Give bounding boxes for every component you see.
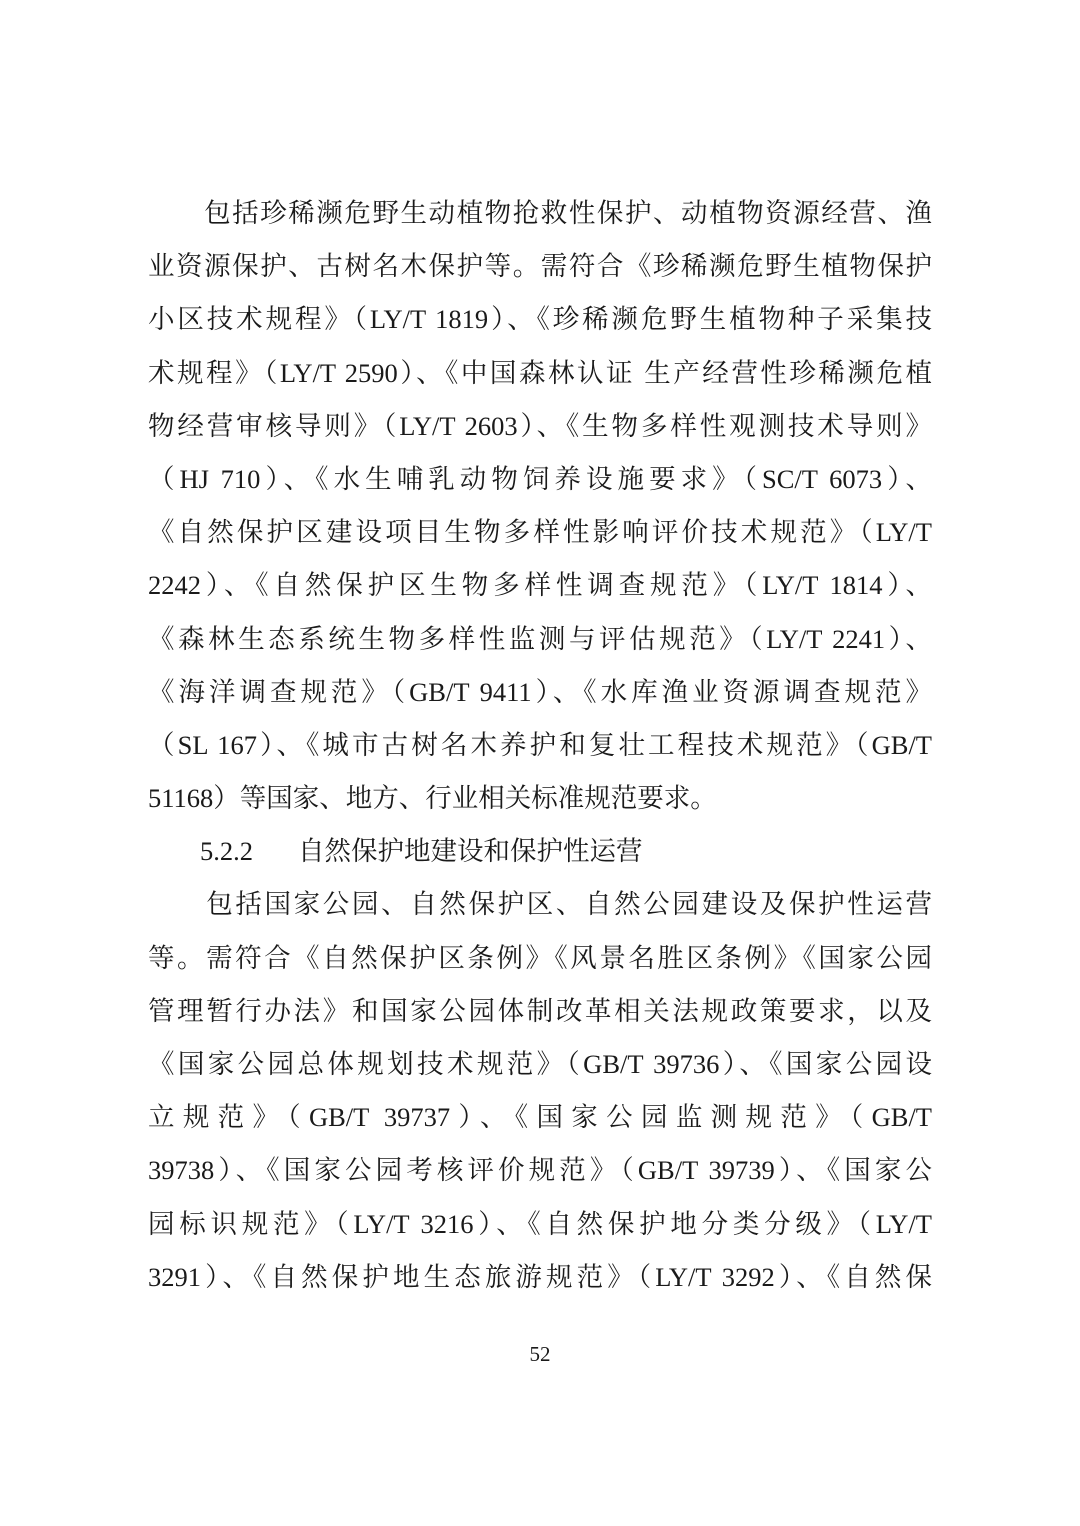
paragraph-2 xyxy=(148,885,932,1311)
text-line: 51168）等国家、地方、行业相关标准规范要求。 xyxy=(148,783,717,814)
text-line: 《国家公园总体规划技术规范》（GB/T 39736）、《国家公园设 xyxy=(148,1049,932,1079)
text-line: 等。需符合《自然保护区条例》《风景名胜区条例》《国家公园 xyxy=(148,942,932,973)
paragraph-1 xyxy=(148,194,932,832)
text-line: 术规程》（LY/T 2590）、《中国森林认证 生产经营性珍稀濒危植 xyxy=(148,357,932,388)
text-line: 管理暂行办法》和国家公园体制改革相关法规政策要求，以及 xyxy=(148,995,932,1026)
text-line: 包括珍稀濒危野生动植物抢救性保护、动植物资源经营、渔 xyxy=(148,198,932,228)
section-title: 自然保护地建设和保护性运营 xyxy=(298,836,643,867)
text-line: （HJ 710）、《水生哺乳动物饲养设施要求》（SC/T 6073）、 xyxy=(148,463,932,494)
text-line: 包括国家公园、自然保护区、自然公园建设及保护性运营 xyxy=(148,889,932,920)
text-line: 园标识规范》（LY/T 3216）、《自然保护地分类分级》（LY/T xyxy=(148,1208,932,1239)
page-number: 52 xyxy=(529,1342,551,1366)
text-line: 小区技术规程》（LY/T 1819）、《珍稀濒危野生植物种子采集技 xyxy=(148,304,932,335)
section-heading xyxy=(148,832,932,885)
text-line: 《自然保护区建设项目生物多样性影响评价技术规范》（LY/T xyxy=(148,517,932,548)
document-body xyxy=(148,194,932,1311)
text-line: 物经营审核导则》（LY/T 2603）、《生物多样性观测技术导则》 xyxy=(148,410,932,441)
text-line: 2242）、《自然保护区生物多样性调查规范》（LY/T 1814）、 xyxy=(148,570,932,601)
text-line: （SL 167）、《城市古树名木养护和复壮工程技术规范》（GB/T xyxy=(148,729,932,760)
text-line: 立规范》（GB/T 39737）、《国家公园监测规范》（GB/T xyxy=(148,1102,932,1133)
text-line: 《海洋调查规范》（GB/T 9411）、《水库渔业资源调查规范》 xyxy=(148,676,932,707)
text-line: 3291）、《自然保护地生态旅游规范》（LY/T 3292）、《自然保 xyxy=(148,1261,932,1292)
section-number: 5.2.2 xyxy=(200,836,253,867)
text-line: 业资源保护、古树名木保护等。需符合《珍稀濒危野生植物保护 xyxy=(148,251,932,282)
text-line: 《森林生态系统生物多样性监测与评估规范》（LY/T 2241）、 xyxy=(148,623,932,654)
text-line: 39738）、《国家公园考核评价规范》（GB/T 39739）、《国家公 xyxy=(148,1155,932,1186)
